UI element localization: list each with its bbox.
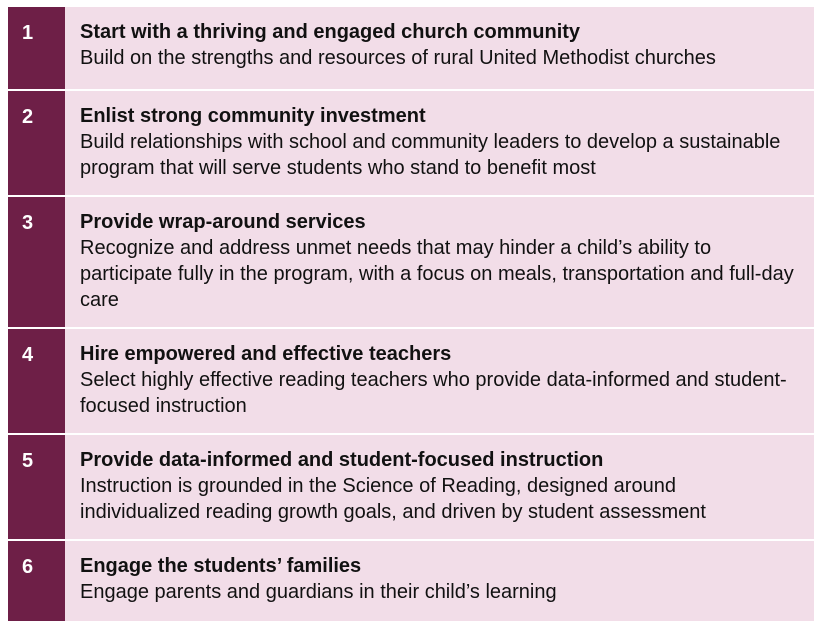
step-title: Provide data-informed and student-focused instruction [80,449,604,471]
step-row [8,327,814,433]
step-number: 6 [8,541,65,621]
step-content [65,7,814,89]
step-content [65,197,814,327]
step-title: Provide wrap-around services [80,211,366,233]
step-description: Recognize and address unmet needs that may hinder a child’s ability to participate fully in the program, with a focus on meals, transportation and full-day care [80,237,794,311]
step-title: Start with a thriving and engaged church community [80,21,581,43]
step-row [8,7,814,89]
step-description: Instruction is grounded in the Science of Reading, designed around individualized reading growth goals, and driven by student assessment [80,475,706,523]
step-description: Engage parents and guardians in their child’s learning [80,581,557,603]
step-content [65,541,814,621]
step-row [8,89,814,195]
step-content [65,329,814,433]
step-number: 4 [8,329,65,433]
step-number: 3 [8,197,65,327]
step-title: Hire empowered and effective teachers [80,343,452,365]
step-title: Enlist strong community investment [80,105,426,127]
step-number: 1 [8,7,65,89]
step-number: 2 [8,91,65,195]
step-description: Build on the strengths and resources of rural United Methodist churches [80,47,716,69]
steps-table [8,7,814,621]
step-description: Build relationships with school and community leaders to develop a sustainable program that will serve students who stand to benefit most [80,131,781,179]
step-title: Engage the students’ families [80,555,362,577]
step-content [65,91,814,195]
step-description: Select highly effective reading teachers who provide data-informed and student-focused instruction [80,369,787,417]
step-number: 5 [8,435,65,539]
step-row [8,433,814,539]
step-content [65,435,814,539]
step-row [8,539,814,621]
step-row [8,195,814,327]
